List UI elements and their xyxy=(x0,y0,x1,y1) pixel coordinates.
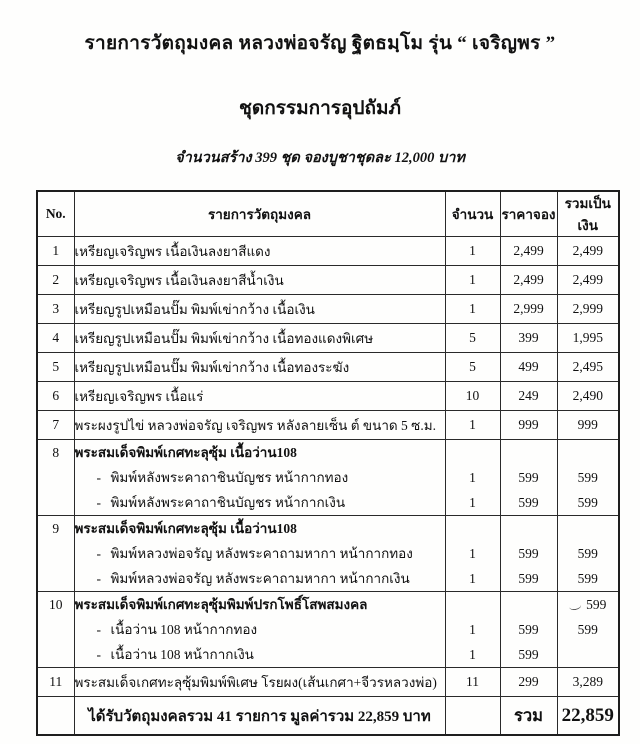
subitem-quantity: 1 xyxy=(469,495,476,510)
dash-bullet: - xyxy=(96,470,101,485)
col-header-no: No. xyxy=(37,191,74,237)
subitem-quantity: 1 xyxy=(469,470,476,485)
subitem-price: 599 xyxy=(518,495,539,510)
subitem-price: 599 xyxy=(518,470,539,485)
row-description: พระผงรูปไข่ หลวงพ่อจรัญ เจริญพร หลังลายเซ็น ต์ ขนาด 5 ซ.ม. xyxy=(74,411,445,440)
group-quantities xyxy=(445,440,500,516)
col-header-description: รายการวัตถุมงคล xyxy=(74,191,445,237)
row-total: 2,490 xyxy=(557,382,619,411)
row-price: 399 xyxy=(500,324,557,353)
row-quantity: 10 xyxy=(445,382,500,411)
subitem-quantity: 1 xyxy=(469,546,476,561)
table-row xyxy=(37,382,619,411)
group-number: 9 xyxy=(52,521,60,536)
table-row xyxy=(37,237,619,266)
row-price: 2,499 xyxy=(500,266,557,295)
group-subitem xyxy=(75,465,445,490)
row-no xyxy=(37,516,74,592)
group-subitem xyxy=(75,541,445,566)
col-header-price: ราคาจอง xyxy=(500,191,557,237)
dash-bullet: - xyxy=(96,546,101,561)
row-no xyxy=(37,592,74,668)
subitem-total: 599 xyxy=(586,597,607,612)
table-row xyxy=(37,353,619,382)
row-price: 249 xyxy=(500,382,557,411)
group-subitem xyxy=(75,617,445,642)
dash-bullet: - xyxy=(96,622,101,637)
group-subitem xyxy=(75,490,445,515)
row-no: 1 xyxy=(37,237,74,266)
row-no xyxy=(37,440,74,516)
row-no: 3 xyxy=(37,295,74,324)
row-description: เหรียญรูปเหมือนปั๊ม พิมพ์เข่ากว้าง เนื้อเงิน xyxy=(74,295,445,324)
group-prices xyxy=(500,592,557,668)
row-quantity: 11 xyxy=(445,668,500,697)
dash-bullet: - xyxy=(96,495,101,510)
row-description: เหรียญเจริญพร เนื้อเงินลงยาสีแดง xyxy=(74,237,445,266)
document-subtitle: ชุดกรรมการอุปถัมภ์ xyxy=(238,98,402,119)
table-row xyxy=(37,668,619,697)
subitem-price: 599 xyxy=(518,647,539,662)
group-totals xyxy=(557,440,619,516)
footer-empty-quantity xyxy=(445,697,500,736)
row-quantity: 5 xyxy=(445,324,500,353)
handwritten-tick xyxy=(569,601,582,611)
subitem-text: พิมพ์หลวงพ่อจรัญ หลังพระคาถามหากา หน้ากากทอง xyxy=(110,546,413,561)
row-total: 2,495 xyxy=(557,353,619,382)
row-description: พระสมเด็จเกศทะลุซุ้มพิมพ์พิเศษ โรยผง(เส้นเกศา+จีวรหลวงพ่อ) xyxy=(74,668,445,697)
table-row xyxy=(37,324,619,353)
row-price: 2,499 xyxy=(500,237,557,266)
table-row xyxy=(37,295,619,324)
row-quantity: 1 xyxy=(445,411,500,440)
subitem-price: 599 xyxy=(518,622,539,637)
row-price: 299 xyxy=(500,668,557,697)
subitem-quantity: 1 xyxy=(469,622,476,637)
group-description xyxy=(74,592,445,668)
row-total: 999 xyxy=(557,411,619,440)
group-number: 10 xyxy=(49,597,63,612)
subitem-text: เนื้อว่าน 108 หน้ากากเงิน xyxy=(110,647,254,662)
group-quantities xyxy=(445,516,500,592)
row-quantity: 1 xyxy=(445,266,500,295)
group-prices xyxy=(500,440,557,516)
row-no: 7 xyxy=(37,411,74,440)
footer-total-label: รวม xyxy=(500,697,557,736)
table-row xyxy=(37,266,619,295)
row-price: 2,999 xyxy=(500,295,557,324)
row-no: 5 xyxy=(37,353,74,382)
dash-bullet: - xyxy=(96,571,101,586)
subitem-text: พิมพ์หลังพระคาถาชินบัญชร หน้ากากเงิน xyxy=(110,495,346,510)
subitem-total: 599 xyxy=(577,495,598,510)
row-total: 3,289 xyxy=(557,668,619,697)
col-header-quantity: จำนวน xyxy=(445,191,500,237)
subitem-quantity: 1 xyxy=(469,647,476,662)
row-total: 1,995 xyxy=(557,324,619,353)
group-quantities xyxy=(445,592,500,668)
row-description: เหรียญรูปเหมือนปั๊ม พิมพ์เข่ากว้าง เนื้อทองระฆัง xyxy=(74,353,445,382)
subitem-total: 599 xyxy=(577,546,598,561)
dash-bullet: - xyxy=(96,647,101,662)
row-total: 2,499 xyxy=(557,237,619,266)
row-quantity: 1 xyxy=(445,237,500,266)
table-footer-row xyxy=(37,697,619,736)
subitem-total: 599 xyxy=(577,622,598,637)
group-totals xyxy=(557,592,619,668)
group-title: พระสมเด็จพิมพ์เกศทะลุซุ้มพิมพ์ปรกโพธิ์โสพสมงคล xyxy=(74,597,368,612)
row-price: 499 xyxy=(500,353,557,382)
production-info-line: จำนวนสร้าง 399 ชุด จองบูชาชุดละ 12,000 บาท xyxy=(175,150,465,166)
table-group-row xyxy=(37,440,619,516)
table-header-row xyxy=(37,191,619,237)
row-total: 2,999 xyxy=(557,295,619,324)
row-total: 2,499 xyxy=(557,266,619,295)
row-no: 4 xyxy=(37,324,74,353)
document-title: รายการวัตถุมงคล หลวงพ่อจรัญ ฐิตธมฺโม รุ่น “ เจริญพร ” xyxy=(84,33,556,54)
group-title: พระสมเด็จพิมพ์เกศทะลุซุ้ม เนื้อว่าน108 xyxy=(74,521,297,536)
group-prices xyxy=(500,516,557,592)
amulet-price-table xyxy=(36,190,620,736)
group-description xyxy=(74,516,445,592)
table-row xyxy=(37,411,619,440)
col-header-total: รวมเป็นเงิน xyxy=(557,191,619,237)
table-group-row xyxy=(37,516,619,592)
row-description: เหรียญเจริญพร เนื้อเงินลงยาสีน้ำเงิน xyxy=(74,266,445,295)
row-no: 6 xyxy=(37,382,74,411)
group-subitem xyxy=(75,566,445,591)
row-description: เหรียญรูปเหมือนปั๊ม พิมพ์เข่ากว้าง เนื้อทองแดงพิเศษ xyxy=(74,324,445,353)
subitem-price: 599 xyxy=(518,571,539,586)
row-quantity: 1 xyxy=(445,295,500,324)
footer-summary: ได้รับวัตถุมงคลรวม 41 รายการ มูลค่ารวม 22,859 บาท xyxy=(74,697,445,736)
subitem-quantity: 1 xyxy=(469,571,476,586)
row-quantity: 5 xyxy=(445,353,500,382)
group-description xyxy=(74,440,445,516)
group-totals xyxy=(557,516,619,592)
group-subitem xyxy=(75,642,445,667)
group-title: พระสมเด็จพิมพ์เกศทะลุซุ้ม เนื้อว่าน108 xyxy=(74,445,297,460)
row-description: เหรียญเจริญพร เนื้อแร่ xyxy=(74,382,445,411)
subitem-text: พิมพ์หลวงพ่อจรัญ หลังพระคาถามหากา หน้ากากเงิน xyxy=(110,571,410,586)
table-group-row xyxy=(37,592,619,668)
subitem-text: เนื้อว่าน 108 หน้ากากทอง xyxy=(110,622,258,637)
subitem-text: พิมพ์หลังพระคาถาชินบัญชร หน้ากากทอง xyxy=(110,470,349,485)
subitem-total: 599 xyxy=(577,470,598,485)
row-no: 11 xyxy=(37,668,74,697)
row-no: 2 xyxy=(37,266,74,295)
group-number: 8 xyxy=(52,445,60,460)
row-price: 999 xyxy=(500,411,557,440)
subitem-total: 599 xyxy=(577,571,598,586)
footer-empty-no xyxy=(37,697,74,736)
footer-grand-total: 22,859 xyxy=(557,697,619,736)
subitem-price: 599 xyxy=(518,546,539,561)
